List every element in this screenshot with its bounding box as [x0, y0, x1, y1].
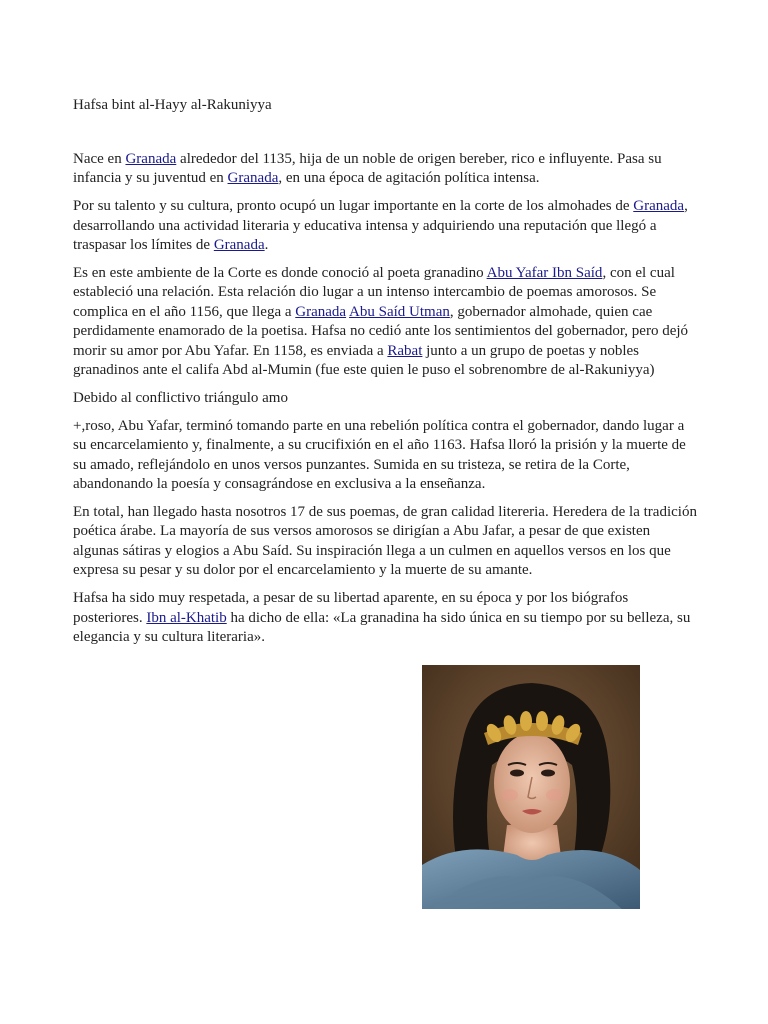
text-span: Nace en — [73, 151, 126, 167]
text-span: ha dicho de ella: «La granadina ha sido única en su tiempo por su belleza, su elegancia y su cultura literaria». — [73, 609, 691, 645]
text-span: , gobernador almohade, quien cae perdidamente enamorado de la poetisa. Hafsa no cedió ante los sentimientos del gobernador, pero dejó morir su amor por Abu Yafar. En 1158, es enviada a — [73, 303, 689, 359]
link-granada[interactable]: Granada — [227, 170, 279, 187]
text-span: junto a un grupo de poetas y nobles granadinos ante el califa Abd al-Mumin (fue este quien le puso el sobrenombre de al-Rakuniyya) — [73, 342, 655, 379]
paragraph-6: En total, han llegado hasta nosotros 17 de sus poemas, de gran calidad litereria. Heredera de la tradición poética árabe. La mayoría de sus versos amorosos se dirigían a Abu Jafar, a pesar de que existen algunas sátiras y elogios a Abu Saíd. Su inspiración llega a un culmen en aquellos versos en los que expresa su pesar y su dolor por el encarcelamiento y la muerte de su amante. — [73, 504, 697, 579]
link-granada[interactable]: Granada — [125, 151, 177, 167]
text-span: , con el cual estableció una relación. Esta relación dio lugar a un intenso intercambio de poemas amorosos. Se complica en el año 1156, que llega a — [73, 265, 675, 320]
text-span: Hafsa ha sido muy respetada, a pesar de su libertad aparente, en su época y por los biógrafos posteriores. — [73, 590, 629, 626]
text-span: alrededor del 1135, hija de un noble de origen bereber, rico e influyente. Pasa su infancia y su juventud en — [73, 151, 662, 187]
paragraph-1 — [73, 150, 698, 189]
link-granada[interactable]: Granada — [213, 237, 265, 254]
text-span: Por su talento y su cultura, pronto ocupó un lugar importante en la corte de los almohades de — [73, 198, 634, 215]
paragraph-7 — [73, 589, 698, 647]
link-abu-yafar-ibn-said[interactable]: Abu Yafar Ibn Saíd — [486, 265, 603, 282]
text-span: , desarrollando una actividad literaria y educativa intensa y adquiriendo una reputación que llegó a traspasar los límites de — [73, 198, 688, 254]
paragraph-2 — [73, 197, 698, 255]
text-span: , en una época de agitación política intensa. — [278, 170, 540, 187]
portrait-image — [422, 665, 640, 909]
link-granada[interactable]: Granada — [295, 303, 347, 320]
link-ibn-al-khatib[interactable]: Ibn al-Khatib — [146, 609, 227, 626]
paragraph-3 — [73, 264, 698, 380]
document-body — [73, 150, 698, 656]
document-title: Hafsa bint al-Hayy al-Rakuniyya — [73, 97, 272, 113]
link-rabat[interactable]: Rabat — [387, 342, 423, 359]
link-abu-said-utman[interactable]: Abu Saíd Utman — [349, 303, 450, 320]
paragraph-4: Debido al conflictivo triángulo amo — [73, 389, 288, 406]
text-span: . — [264, 237, 269, 254]
text-span: Es en este ambiente de la Corte es donde conoció al poeta granadino — [73, 265, 487, 282]
paragraph-5: +,roso, Abu Yafar, terminó tomando parte en una rebelión política contra el gobernador, dando lugar a su encarcelamiento y, finalmente, a su crucifixión en el año 1163. Hafsa lloró la prisión y la muerte de su amado, reflejándolo en unos versos punzantes. Sumida en su tristeza, se retira de la Corte, abandonando la poesía y consagrándose en exclusiva a la enseñanza. — [73, 417, 686, 493]
link-granada[interactable]: Granada — [633, 198, 685, 215]
